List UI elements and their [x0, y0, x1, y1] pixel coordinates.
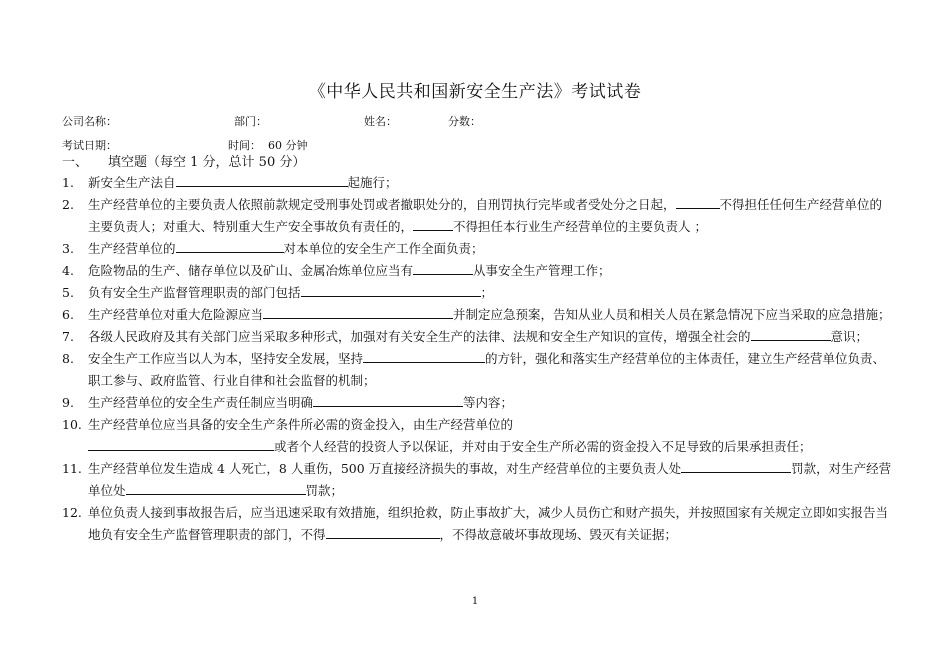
question-text: 负有安全生产监督管理职责的部门包括 — [88, 285, 301, 300]
question-number: 7. — [62, 329, 74, 344]
answer-blank[interactable] — [176, 238, 284, 253]
exam-date-label: 考试日期： — [62, 139, 117, 152]
question-item — [62, 238, 892, 260]
answer-blank[interactable] — [301, 282, 481, 297]
answer-blank[interactable] — [751, 326, 831, 341]
question-item — [62, 172, 892, 194]
department-label: 部门： — [234, 115, 267, 128]
document-title: 《中华人民共和国新安全生产法》考试试卷 — [308, 82, 642, 102]
question-number: 11. — [62, 461, 82, 476]
question-text: 罚款，对生产经营单位处 — [88, 461, 892, 498]
question-item — [62, 282, 892, 304]
section-number: 一、 — [62, 155, 89, 170]
question-text: 安全生产工作应当以人为本，坚持安全发展，坚持 — [88, 351, 364, 366]
question-number: 8. — [62, 351, 74, 366]
answer-blank[interactable] — [681, 458, 791, 473]
answer-blank[interactable] — [263, 304, 453, 319]
question-text: 生产经营单位的安全生产责任制应当明确 — [88, 395, 314, 410]
question-number: 5. — [62, 285, 74, 300]
question-text: 生产经营单位的主要负责人依照前款规定受刑事处罚或者撤职处分的，自刑罚执行完毕或者受处分之日起， — [88, 197, 676, 212]
answer-blank[interactable] — [88, 436, 274, 451]
question-item — [62, 348, 892, 392]
section-heading — [62, 151, 305, 170]
question-number: 3. — [62, 241, 74, 256]
question-item — [62, 414, 892, 458]
answer-blank[interactable] — [413, 216, 453, 231]
question-item — [62, 458, 892, 502]
question-number: 1. — [62, 175, 74, 190]
question-item — [62, 304, 892, 326]
section-title: 填空题（每空 1 分，总计 50 分） — [108, 155, 306, 170]
question-number: 2. — [62, 197, 74, 212]
answer-blank[interactable] — [313, 392, 463, 407]
question-text: ； — [480, 285, 494, 300]
question-text: 不得担任任何生产经营单位的主要负责人；对重大、特别重大生产安全事故负有责任的， — [88, 197, 883, 234]
question-text: 不得担任本行业生产经营单位的主要负责人 ； — [453, 219, 707, 234]
question-number: 10. — [62, 417, 82, 432]
question-text: 各级人民政府及其有关部门应当采取多种形式，加强对有关安全生产的法律、法规和安全生产知识的宣传，增强全社会的 — [88, 329, 751, 344]
question-text: 新安全生产法自 — [88, 175, 176, 190]
question-text: 单位负责人接到事故报告后，应当迅速采取有效措施，组织抢救，防止事故扩大，减少人员伤亡和财产损失，并按照国家有关规定立即如实报告当地负有安全生产监督管理职责的部门，不得 — [88, 505, 889, 542]
question-number: 9. — [62, 395, 74, 410]
question-list — [62, 172, 892, 546]
question-text: 生产经营单位对重大危险源应当 — [88, 307, 264, 322]
time-value: 60 分钟 — [268, 139, 308, 152]
question-number: 6. — [62, 307, 74, 322]
question-item — [62, 326, 892, 348]
answer-blank[interactable] — [413, 260, 473, 275]
question-text: 起施行； — [347, 175, 398, 190]
question-item — [62, 502, 892, 546]
score-label: 分数： — [448, 115, 481, 128]
question-text: 罚款； — [305, 483, 344, 498]
question-number: 4. — [62, 263, 74, 278]
question-item — [62, 194, 892, 238]
question-text: 等内容； — [463, 395, 514, 410]
question-number: 12. — [62, 505, 82, 520]
answer-blank[interactable] — [176, 172, 348, 187]
question-item — [62, 392, 892, 414]
page-number: 1 — [471, 596, 479, 607]
question-text: 并制定应急预案，告知从业人员和相关人员在紧急情况下应当采取的应急措施； — [453, 307, 891, 322]
answer-blank[interactable] — [676, 194, 720, 209]
answer-blank[interactable] — [363, 348, 485, 363]
question-text: 对本单位的安全生产工作全面负责； — [283, 241, 484, 256]
question-text: 生产经营单位的 — [88, 241, 176, 256]
time-label: 时间： — [228, 139, 261, 152]
question-text: 从事安全生产管理工作； — [473, 263, 611, 278]
answer-blank[interactable] — [126, 480, 306, 495]
question-item — [62, 260, 892, 282]
name-label: 姓名： — [364, 115, 397, 128]
answer-blank[interactable] — [326, 524, 440, 539]
question-text: 危险物品的生产、储存单位以及矿山、金属冶炼单位应当有 — [88, 263, 414, 278]
question-text: ，不得故意破坏事故现场、毁灭有关证据； — [439, 527, 678, 542]
company-label: 公司名称： — [62, 115, 117, 128]
question-text: 意识； — [830, 329, 869, 344]
question-text: 或者个人经营的投资人予以保证，并对由于安全生产所必需的资金投入不足导致的后果承担责任； — [274, 439, 812, 454]
question-text: 生产经营单位发生造成 4 人死亡，8 人重伤，500 万直接经济损失的事故，对生产经营单位的主要负责人处 — [88, 461, 682, 476]
question-text: 生产经营单位应当具备的安全生产条件所必需的资金投入，由生产经营单位的 — [88, 417, 514, 432]
question-text: 的方针，强化和落实生产经营单位的主体责任，建立生产经营单位负责、职工参与、政府监管、行业自律和社会监督的机制； — [88, 351, 886, 388]
